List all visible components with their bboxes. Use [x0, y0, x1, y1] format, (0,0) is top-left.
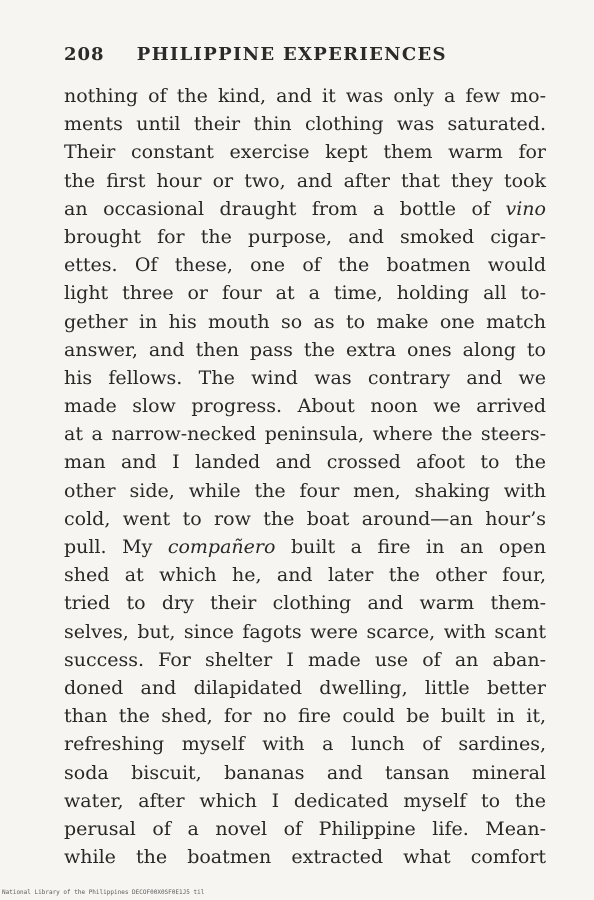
- line-text: than the shed, for no fire could be built in it,: [64, 705, 546, 728]
- library-stamp: National Library of the Philippines DECOF00X0SF0E1J5 til: [2, 889, 205, 896]
- text-line: [64, 364, 546, 392]
- line-text: cold, went to row the boat around—an hour’s: [64, 507, 546, 530]
- line-text: the first hour or two, and after that they took: [64, 169, 546, 192]
- text-line: [64, 110, 546, 138]
- text-line: [64, 251, 546, 279]
- line-text: perusal of a novel of Philippine life. Mean-: [64, 817, 546, 840]
- line-text: light three or four at a time, holding all to-: [64, 282, 546, 305]
- book-title: PHILIPPINE EXPERIENCES: [136, 44, 447, 65]
- body-text: [64, 82, 546, 871]
- text-line: [64, 787, 546, 815]
- text-line: [64, 646, 546, 674]
- line-text: gether in his mouth so as to make one match: [64, 310, 546, 333]
- line-text: Their constant exercise kept them warm for: [64, 141, 546, 164]
- line-text: tried to dry their clothing and warm them-: [64, 592, 546, 615]
- text-line: [64, 336, 546, 364]
- text-line: [64, 730, 546, 758]
- line-text: an occasional draught from a bottle of: [64, 197, 506, 220]
- text-line: [64, 477, 546, 505]
- italic-word: compañero: [167, 536, 276, 558]
- line-text: success. For shelter I made use of an aban-: [64, 648, 546, 671]
- text-line: [64, 279, 546, 307]
- line-text: built a fire in an open: [275, 536, 546, 558]
- line-text: ettes. Of these, one of the boatmen would: [64, 254, 546, 277]
- line-text: doned and dilapidated dwelling, little better: [64, 676, 546, 699]
- line-text: water, after which I dedicated myself to the: [64, 789, 546, 812]
- text-line: [64, 195, 546, 223]
- text-line: [64, 815, 546, 843]
- line-text: made slow progress. About noon we arrived: [64, 395, 546, 418]
- line-text: ments until their thin clothing was saturated.: [64, 113, 546, 136]
- line-text: soda biscuit, bananas and tansan mineral: [64, 761, 546, 784]
- text-line: [64, 561, 546, 589]
- text-line: [64, 533, 546, 561]
- text-line: [64, 82, 546, 110]
- line-text: answer, and then pass the extra ones along to: [64, 338, 546, 361]
- line-text: pull. My: [64, 536, 168, 558]
- text-line: [64, 138, 546, 166]
- italic-word: vino: [505, 197, 546, 220]
- text-line: [64, 448, 546, 476]
- text-line: [64, 392, 546, 420]
- text-line: [64, 702, 546, 730]
- line-text: shed at which he, and later the other four,: [64, 564, 546, 587]
- text-line: [64, 674, 546, 702]
- line-text: brought for the purpose, and smoked cigar-: [64, 225, 546, 248]
- line-text: other side, while the four men, shaking with: [64, 479, 546, 502]
- text-line: [64, 505, 546, 533]
- line-text: refreshing myself with a lunch of sardines,: [64, 733, 546, 756]
- running-head: [64, 44, 544, 68]
- line-text: man and I landed and crossed afoot to the: [64, 451, 546, 474]
- line-text: while the boatmen extracted what comfort: [64, 846, 546, 869]
- text-line: [64, 589, 546, 617]
- text-line: [64, 167, 546, 195]
- page-number: 208: [64, 44, 105, 65]
- line-text: selves, but, since fagots were scarce, with scant: [64, 620, 546, 643]
- line-text: nothing of the kind, and it was only a few mo-: [64, 85, 546, 107]
- text-line: [64, 420, 546, 448]
- line-text: his fellows. The wind was contrary and we: [64, 366, 546, 389]
- text-line: [64, 843, 546, 871]
- line-text: at a narrow-necked peninsula, where the steers-: [64, 423, 546, 446]
- text-line: [64, 759, 546, 787]
- text-line: [64, 308, 546, 336]
- text-line: [64, 223, 546, 251]
- text-line: [64, 618, 546, 646]
